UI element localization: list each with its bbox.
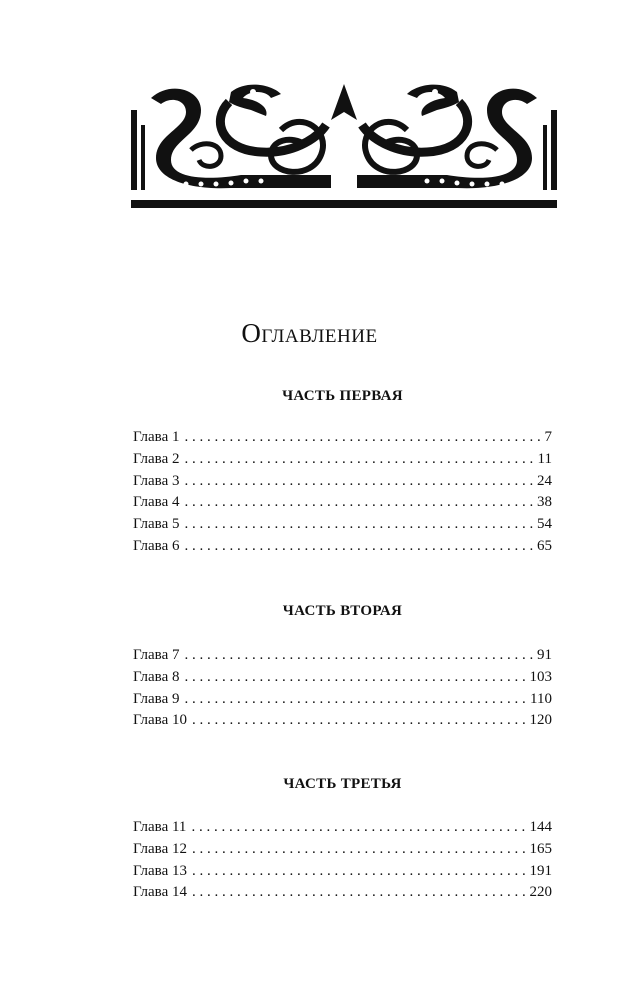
toc-entry[interactable] [133, 710, 552, 732]
page-number: 144 [529, 819, 552, 835]
part-section-2 [133, 601, 552, 729]
part-section-3 [133, 774, 552, 901]
chapter-label: Глава 4 [133, 494, 180, 511]
toc-entry[interactable] [133, 645, 552, 667]
part-heading: ЧАСТЬ ВТОРАЯ [282, 603, 403, 619]
page-number: 110 [530, 690, 552, 707]
chapter-label: Глава 7 [133, 647, 180, 663]
toc-entry[interactable] [133, 839, 552, 861]
toc-entries [133, 427, 552, 558]
page-number: 165 [529, 840, 552, 857]
dot-leader [179, 689, 530, 711]
chapter-label: Глава 9 [133, 690, 180, 707]
dot-leader [179, 536, 537, 558]
toc-entries [133, 645, 552, 732]
page-number: 54 [537, 516, 552, 533]
dot-leader [187, 882, 530, 904]
dot-leader [187, 710, 530, 732]
page-number: 220 [529, 884, 552, 901]
page-title: Оглавление [241, 318, 378, 348]
dot-leader [186, 817, 529, 839]
toc-entry[interactable] [133, 449, 552, 471]
part-section-1 [133, 386, 552, 554]
page-number: 38 [537, 494, 552, 511]
dot-leader [187, 861, 530, 883]
chapter-label: Глава 12 [133, 840, 187, 857]
toc-entry[interactable] [133, 427, 552, 449]
dot-leader [179, 427, 544, 449]
page-number: 7 [544, 429, 552, 445]
chapter-label: Глава 13 [133, 862, 187, 879]
toc-entry[interactable] [133, 492, 552, 514]
toc-entry[interactable] [133, 536, 552, 558]
chapter-label: Глава 10 [133, 712, 187, 729]
dot-leader [179, 667, 529, 689]
page-number: 120 [529, 712, 552, 729]
dot-leader [179, 514, 537, 536]
celtic-dragons-ornament-icon [131, 80, 557, 210]
dot-leader [187, 839, 530, 861]
page-number: 65 [537, 537, 552, 554]
toc-entries [133, 817, 552, 904]
toc-entry[interactable] [133, 667, 552, 689]
toc-entry[interactable] [133, 471, 552, 493]
part-heading: ЧАСТЬ ТРЕТЬЯ [283, 776, 402, 792]
page-number: 11 [537, 450, 552, 467]
toc-entry[interactable] [133, 817, 552, 839]
toc-entry[interactable] [133, 882, 552, 904]
page-number: 103 [529, 668, 552, 685]
page-number: 191 [529, 862, 552, 879]
chapter-label: Глава 14 [133, 884, 187, 901]
chapter-label: Глава 3 [133, 472, 180, 489]
toc-entry[interactable] [133, 514, 552, 536]
page-number: 24 [537, 472, 552, 489]
toc-entry[interactable] [133, 861, 552, 883]
page-number: 91 [537, 647, 552, 663]
dot-leader [179, 449, 537, 471]
chapter-label: Глава 1 [133, 429, 180, 445]
dot-leader [179, 492, 537, 514]
dot-leader [179, 645, 537, 667]
dot-leader [179, 471, 537, 493]
chapter-label: Глава 5 [133, 516, 180, 533]
chapter-label: Глава 6 [133, 537, 180, 554]
chapter-label: Глава 11 [133, 819, 187, 835]
part-heading: ЧАСТЬ ПЕРВАЯ [282, 388, 403, 404]
chapter-label: Глава 8 [133, 668, 180, 685]
chapter-label: Глава 2 [133, 450, 180, 467]
toc-entry[interactable] [133, 689, 552, 711]
